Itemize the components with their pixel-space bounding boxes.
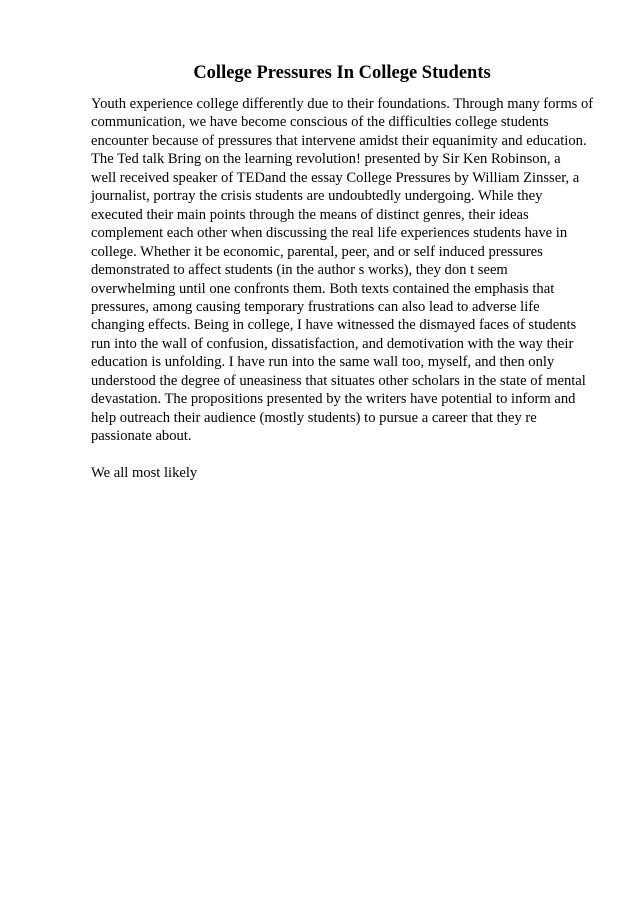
text-line: Youth experience college differently due to their foundations. Through many forms of: [91, 96, 594, 112]
text-line: college. Whether it be economic, parental, peer, and or self induced pressures: [91, 243, 543, 260]
text-line: understood the degree of uneasiness that situates other scholars in the state of mental: [91, 372, 586, 389]
text-line: The Ted talk Bring on the learning revolution! presented by Sir Ken Robinson, a: [91, 151, 561, 168]
text-line: passionate about.: [91, 428, 192, 445]
text-line: complement each other when discussing the real life experiences students have in: [91, 225, 568, 242]
paragraph-2: [91, 464, 611, 482]
document-title: College Pressures In College Students: [193, 63, 491, 83]
text-line: changing effects. Being in college, I have witnessed the dismayed faces of students: [91, 317, 577, 334]
text-line: devastation. The propositions presented by the writers have potential to inform and: [91, 391, 576, 408]
text-line: pressures, among causing temporary frustrations can also lead to adverse life: [91, 298, 540, 315]
text-line: education is unfolding. I have run into the same wall too, myself, and then only: [91, 354, 555, 371]
paragraph-1: [91, 95, 611, 446]
text-line: communication, we have become conscious of the difficulties college students: [91, 114, 549, 131]
text-line: journalist, portray the crisis students are undoubtedly undergoing. While they: [91, 188, 543, 205]
text-line: help outreach their audience (mostly students) to pursue a career that they re: [91, 409, 537, 426]
text-line: well received speaker of TEDand the essay College Pressures by William Zinsser, a: [91, 169, 580, 186]
paragraph-spacer: [91, 446, 611, 464]
document-body: [91, 95, 611, 482]
text-line: demonstrated to affect students (in the author s works), they don t seem: [91, 262, 508, 279]
text-line: overwhelming until one confronts them. Both texts contained the emphasis that: [91, 280, 555, 297]
text-line: We all most likely: [91, 464, 198, 481]
text-line: run into the wall of confusion, dissatisfaction, and demotivation with the way their: [91, 335, 574, 352]
text-line: encounter because of pressures that intervene amidst their equanimity and education.: [91, 132, 587, 149]
text-line: executed their main points through the means of distinct genres, their ideas: [91, 206, 529, 223]
